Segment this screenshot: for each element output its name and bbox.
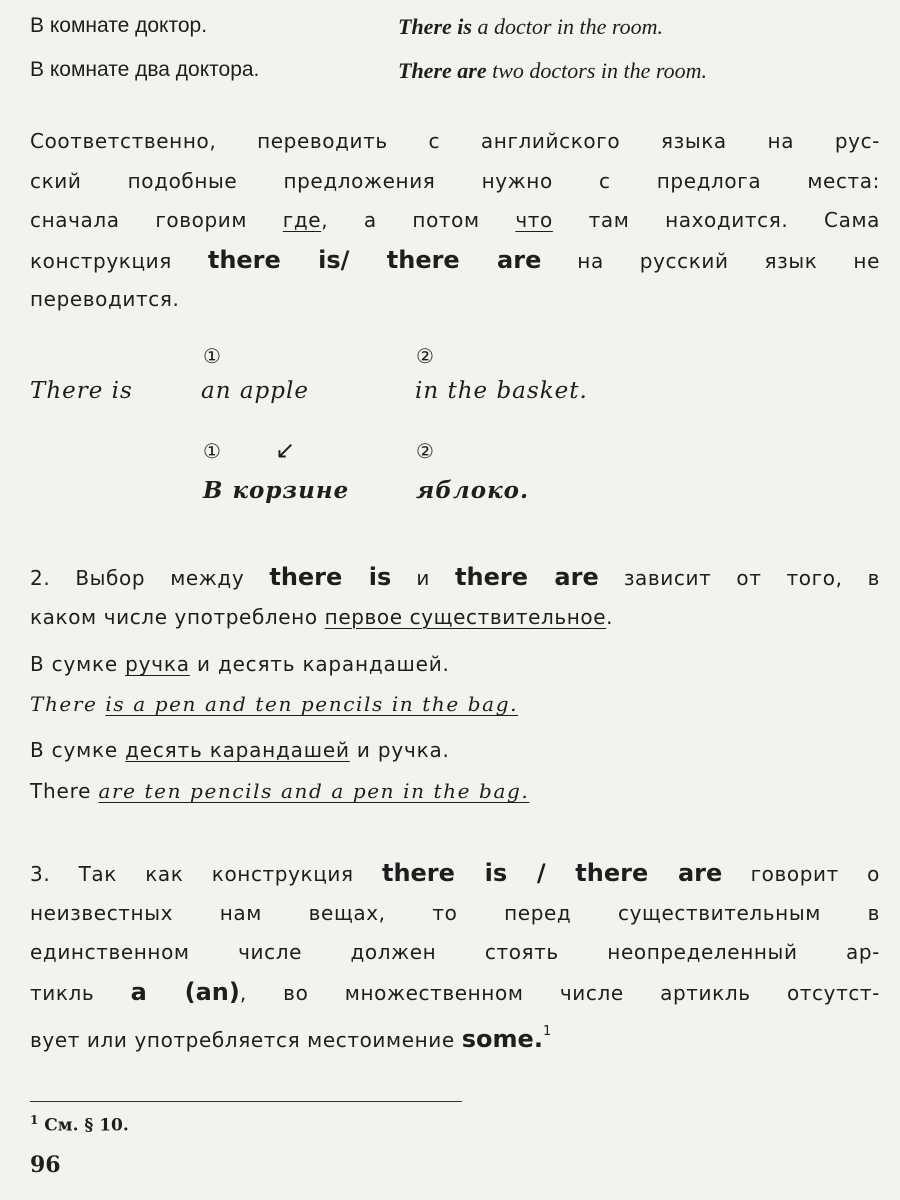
para-line: конструкция there is/ there are на русский язык не xyxy=(30,245,880,274)
footnote: $^1$ См. § 10. xyxy=(30,1113,129,1136)
para-line: переводится. xyxy=(30,287,180,311)
footnote-divider xyxy=(30,1101,462,1102)
para-line: тикль a (an), во множественном числе артикль отсутст- xyxy=(30,977,880,1006)
example-ru-pen: В сумке ручка и десять карандашей. xyxy=(30,652,450,676)
example-en: There are two doctors in the room. xyxy=(398,58,708,83)
arrow-down-left-icon: ↙ xyxy=(275,436,296,464)
paragraph-article-rule xyxy=(30,854,880,1052)
diagram-there-is: There is xyxy=(30,378,133,404)
diagram-yabloko: яблоко. xyxy=(416,477,530,504)
circled-number-1: ① xyxy=(203,344,221,368)
example-en-pencils: There are ten pencils and a pen in the bag. xyxy=(30,779,530,803)
circled-number-1: ① xyxy=(203,439,221,463)
para-line: единственном числе должен стоять неопределенный ар- xyxy=(30,940,880,964)
para-line: ский подобные предложения нужно с предлога места: xyxy=(30,168,880,193)
example-en-pen: There is a pen and ten pencils in the bag. xyxy=(30,692,519,716)
diagram-an-apple: an apple xyxy=(201,378,309,404)
para-line: сначала говорим где, а потом что там находится. Сама xyxy=(30,208,880,232)
para-line: каком числе употреблено первое существительное. xyxy=(30,604,614,629)
example-row-1 xyxy=(30,14,664,39)
diagram-in-the-basket: in the basket. xyxy=(415,378,588,404)
paragraph-translation-rule xyxy=(30,122,880,320)
para-line: вует или употребляется местоимение some.$^1$ xyxy=(30,1024,552,1053)
example-ru: В комнате два доктора. xyxy=(30,58,260,81)
example-row-2 xyxy=(30,58,708,83)
page-number: 96 xyxy=(30,1152,61,1178)
example-en: There is a doctor in the room. xyxy=(398,14,664,39)
diagram-v-korzine: В корзине xyxy=(203,477,350,504)
example-ru-pencils: В сумке десять карандашей и ручка. xyxy=(30,738,450,762)
para-line: неизвестных нам вещах, то перед существительным в xyxy=(30,900,880,925)
circled-number-2: ② xyxy=(416,439,434,463)
para-line: Соответственно, переводить с английского языка на рус- xyxy=(30,129,880,153)
circled-number-2: ② xyxy=(416,344,434,368)
footnote-ref: 1 xyxy=(542,1024,552,1039)
paragraph-choice-rule xyxy=(30,558,880,637)
example-ru: В комнате доктор. xyxy=(30,14,208,37)
para-line: 2. Выбор между there is и there are зависит от того, в xyxy=(30,563,880,591)
para-line: 3. Так как конструкция there is / there are говорит о xyxy=(30,859,881,887)
